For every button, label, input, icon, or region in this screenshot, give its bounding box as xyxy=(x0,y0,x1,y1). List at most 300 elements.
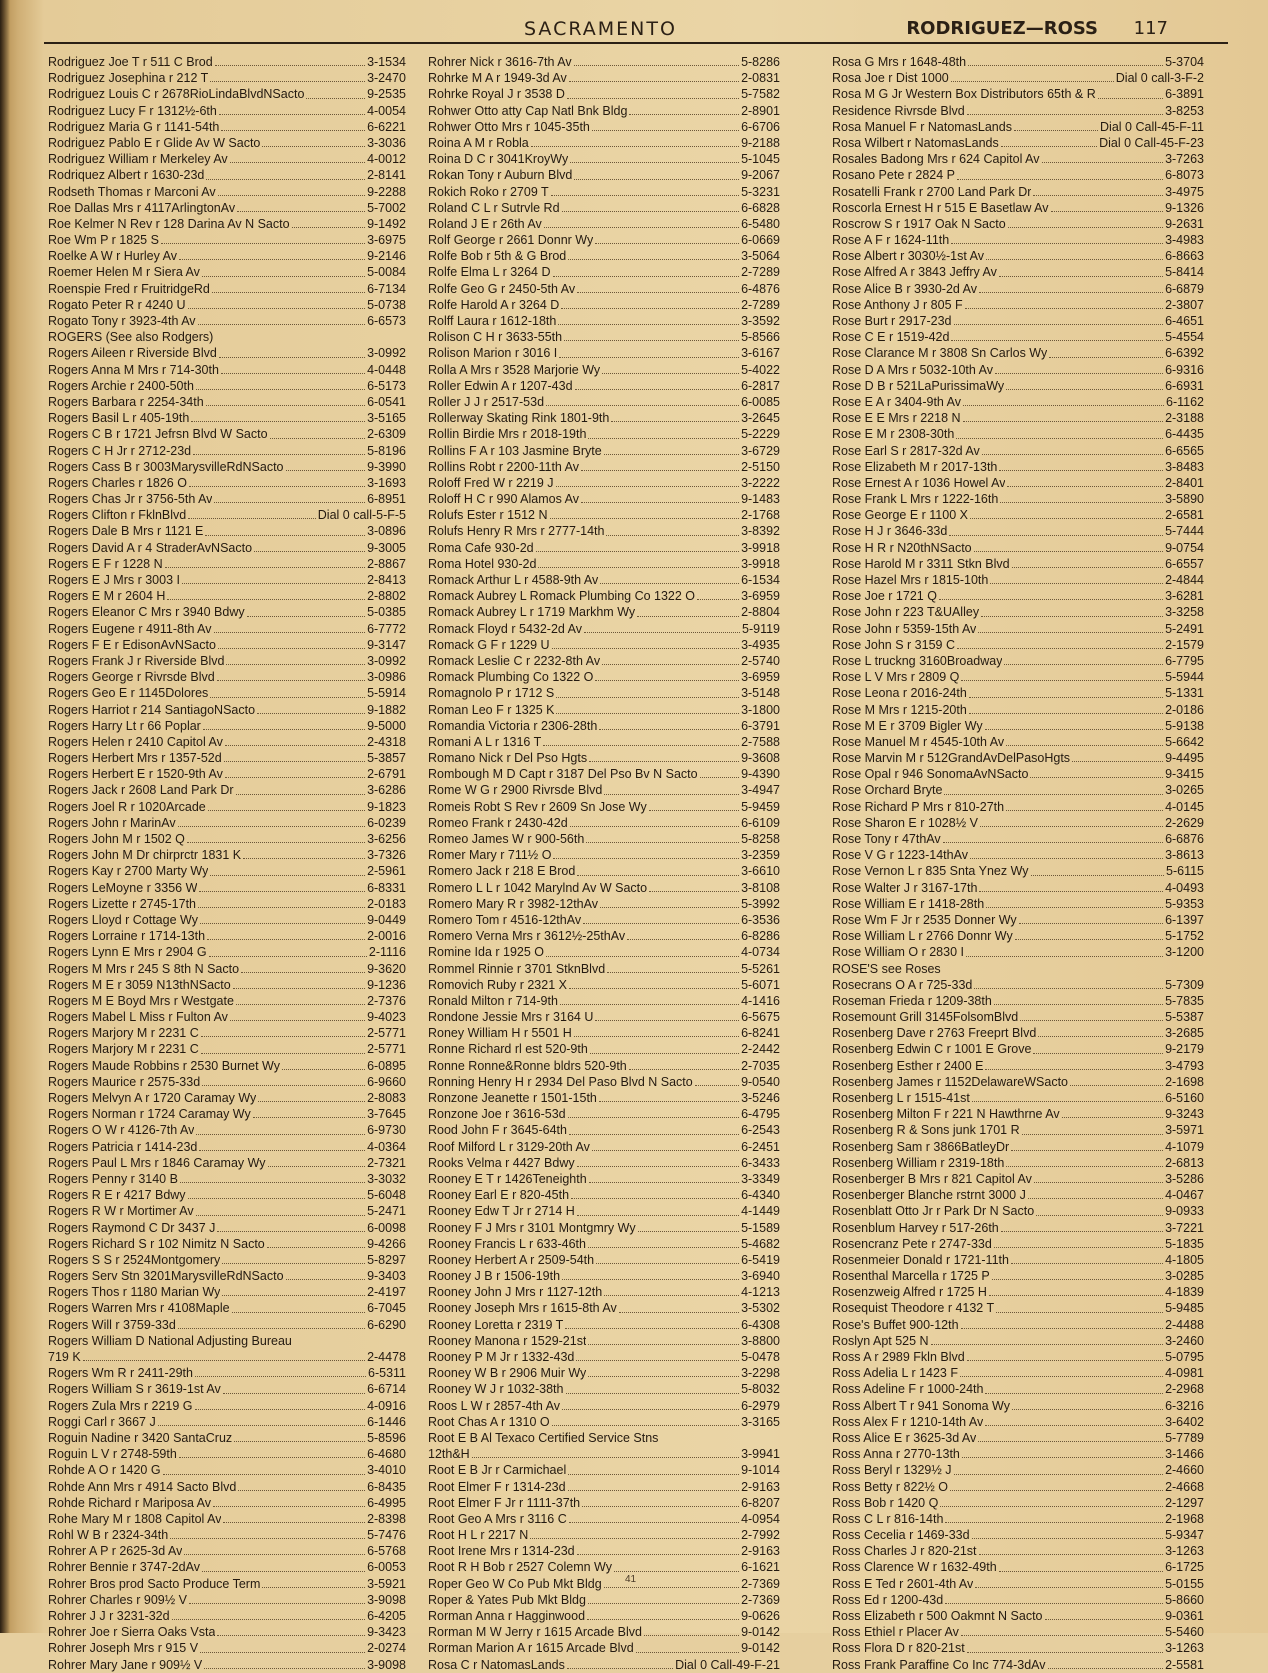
leader-dots xyxy=(1007,475,1163,487)
listing-name: Romero L L r 1042 Marylnd Av W Sacto xyxy=(428,880,648,895)
leader-dots xyxy=(584,621,740,633)
leader-dots xyxy=(559,345,739,357)
listing-entry xyxy=(48,54,406,70)
listing-entry xyxy=(48,410,406,426)
listing-name: Rose M Mrs r 1215-20th xyxy=(832,702,967,717)
listing-name: Rosano Pete r 2824 P xyxy=(832,168,955,183)
listing-entry xyxy=(832,1462,1204,1478)
leader-dots xyxy=(536,540,739,552)
leader-dots xyxy=(568,1106,739,1118)
listing-entry xyxy=(48,1268,406,1284)
leader-dots xyxy=(209,944,367,956)
listing-entry xyxy=(48,1543,406,1559)
listing-name: Rooney Joseph Mrs r 1615-8th Av xyxy=(428,1301,617,1316)
listing-entry xyxy=(832,928,1204,944)
listing-phone: 5-3992 xyxy=(741,896,780,911)
leader-dots xyxy=(985,1058,1163,1070)
listing-phone: 2-0186 xyxy=(1165,702,1204,717)
listing-phone: 6-3433 xyxy=(741,1155,780,1170)
listing-entry xyxy=(428,1317,780,1333)
listing-phone: 5-9119 xyxy=(742,621,780,636)
listing-entry xyxy=(428,604,780,620)
leader-dots xyxy=(570,815,739,827)
leader-dots xyxy=(945,1592,1163,1604)
leader-dots xyxy=(161,232,365,244)
listing-name: Rosenberg R & Sons junk 1701 R xyxy=(832,1123,1020,1138)
leader-dots xyxy=(201,1025,365,1037)
leader-dots xyxy=(179,1446,365,1458)
listing-phone: 6-2979 xyxy=(741,1398,780,1413)
listing-entry xyxy=(428,1576,780,1592)
leader-dots xyxy=(258,1090,365,1102)
listing-entry xyxy=(428,1041,780,1057)
listing-phone: 9-1326 xyxy=(1165,200,1204,215)
listing-name: Rombough M D Capt r 3187 Del Pso Bv N Sacto xyxy=(428,767,698,782)
listing-name: Roina A M r Robla xyxy=(428,135,529,150)
listing-name: Rogers Raymond C Dr 3437 J xyxy=(48,1220,216,1235)
listing-name: Roller Edwin A r 1207-43d xyxy=(428,378,573,393)
listing-entry xyxy=(428,1220,780,1236)
listing-phone: 3-1534 xyxy=(367,55,406,69)
leader-dots xyxy=(1049,345,1163,357)
listing-entry xyxy=(48,685,406,701)
listing-name: Romine Ida r 1925 O xyxy=(428,945,545,960)
leader-dots xyxy=(1004,653,1163,665)
listing-entry xyxy=(48,1657,406,1673)
listing-name: Rosenblatt Otto Jr r Park Dr N Sacto xyxy=(832,1204,1035,1219)
listing-name: Rooney Edw T Jr r 2714 H xyxy=(428,1204,575,1219)
listing-entry xyxy=(428,1479,780,1495)
listing-entry xyxy=(428,232,780,248)
listing-phone: 5-6642 xyxy=(1165,734,1204,749)
listing-phone: 5-0385 xyxy=(367,605,406,620)
listing-name: Rosa M G Jr Western Box Distributors 65th & R xyxy=(832,87,1096,102)
listing-phone: 2-1968 xyxy=(1165,1511,1204,1526)
listing-phone: 4-0954 xyxy=(741,1511,780,1526)
listing-entry xyxy=(832,1171,1204,1187)
listing-name: Rood John F r 3645-64th xyxy=(428,1123,567,1138)
leader-dots xyxy=(237,200,365,212)
listing-name: Ross Bob r 1420 Q xyxy=(832,1495,939,1510)
listing-entry xyxy=(832,1074,1204,1090)
listing-entry xyxy=(832,1365,1204,1381)
listing-phone: 3-7263 xyxy=(1165,152,1204,167)
leader-dots xyxy=(611,410,739,422)
listing-name: Rogers John r MarinAv xyxy=(48,815,176,830)
listing-entry xyxy=(428,1365,780,1381)
listing-entry xyxy=(832,459,1204,475)
listing-entry xyxy=(832,216,1204,232)
leader-dots xyxy=(1028,1187,1163,1199)
listing-name: Rosenberg James r 1152DelawareWSacto xyxy=(832,1074,1068,1089)
leader-dots xyxy=(188,1187,366,1199)
listing-entry xyxy=(832,1268,1204,1284)
listing-name: Rose Sharon E r 1028½ V xyxy=(832,815,978,830)
listing-phone: 2-5771 xyxy=(367,1042,406,1057)
listing-entry xyxy=(428,1252,780,1268)
leader-dots xyxy=(627,928,739,940)
listing-phone: 2-0016 xyxy=(367,929,406,944)
listing-phone: 2-3188 xyxy=(1165,411,1204,426)
listing-phone: 5-5944 xyxy=(1165,670,1204,685)
listing-phone: 3-1693 xyxy=(367,475,406,490)
listing-phone: 2-7321 xyxy=(367,1155,406,1170)
leader-dots xyxy=(262,135,365,147)
listing-phone: 4-0448 xyxy=(367,362,406,377)
leader-dots xyxy=(588,1236,739,1248)
listing-entry xyxy=(48,1187,406,1203)
leader-dots xyxy=(1098,86,1163,98)
listing-name: Rosa Manuel F r NatomasLands xyxy=(832,119,1012,134)
listing-entry xyxy=(428,572,780,588)
leader-dots xyxy=(1011,1252,1163,1264)
listing-entry xyxy=(428,70,780,86)
listing-name: Rose H J r 3646-33d xyxy=(832,524,948,539)
listing-entry xyxy=(428,1511,780,1527)
listing-phone: 3-9918 xyxy=(741,540,780,555)
listing-entry xyxy=(48,184,406,200)
listing-phone: 3-2222 xyxy=(741,475,780,490)
listing-entry xyxy=(48,540,406,556)
leader-dots xyxy=(210,685,365,697)
listing-name: Ronald Milton r 714-9th xyxy=(428,993,558,1008)
leader-dots xyxy=(221,119,365,131)
leader-dots xyxy=(191,410,365,422)
listing-phone: 3-4947 xyxy=(741,783,780,798)
listing-name: Rosenberg Milton F r 221 N Hawthrne Av xyxy=(832,1107,1060,1122)
listing-name: Rohrer Nick r 3616-7th Av xyxy=(428,55,572,69)
leader-dots xyxy=(1006,378,1163,390)
listing-entry xyxy=(832,167,1204,183)
leader-dots xyxy=(978,621,1163,633)
listing-phone: 3-6286 xyxy=(367,783,406,798)
leader-dots xyxy=(985,1381,1163,1393)
listing-name: Rolff Laura r 1612-18th xyxy=(428,314,557,328)
leader-dots xyxy=(577,1543,739,1555)
leader-dots xyxy=(588,1592,739,1604)
leader-dots xyxy=(604,782,739,794)
listing-entry xyxy=(428,1333,780,1349)
listing-name: Rose Anthony J r 805 F xyxy=(832,297,963,312)
listing-name: Roos L W r 2857-4th Av xyxy=(428,1398,561,1413)
listing-phone: 6-1621 xyxy=(741,1560,780,1575)
listing-phone: 9-4266 xyxy=(367,1236,406,1251)
listing-name: Rogers C H Jr r 2712-23d xyxy=(48,443,192,458)
listing-entry xyxy=(832,993,1204,1009)
leader-dots xyxy=(530,1527,739,1539)
listing-entry xyxy=(48,1171,406,1187)
listing-entry xyxy=(48,281,406,297)
listing-name: Romer Mary r 711½ O xyxy=(428,848,552,863)
listing-name: Rose John r 223 T&UAlley xyxy=(832,605,980,620)
listing-name: Rose Walter J r 3167-17th xyxy=(832,880,978,895)
listing-name: Ross Cecelia r 1469-33d xyxy=(832,1528,970,1543)
listing-entry xyxy=(428,977,780,993)
listing-phone: 3-6959 xyxy=(741,670,780,685)
leader-dots xyxy=(230,1009,365,1021)
listing-name: Rogers Mabel L Miss r Fulton Av xyxy=(48,1010,228,1025)
leader-dots xyxy=(544,216,739,228)
listing-phone: 6-5419 xyxy=(741,1252,780,1267)
listing-name: Rogers F E r EdisonAvNSacto xyxy=(48,637,216,652)
leader-dots xyxy=(581,459,739,471)
listing-phone: 5-1045 xyxy=(741,152,780,167)
leader-dots xyxy=(243,847,365,859)
listing-entry xyxy=(48,135,406,151)
listing-entry xyxy=(832,475,1204,491)
leader-dots xyxy=(1033,184,1163,196)
listing-entry xyxy=(428,54,780,70)
listing-name: Ross Ed r 1200-43d xyxy=(832,1592,944,1607)
listing-entry xyxy=(428,766,780,782)
listing-phone: 3-4010 xyxy=(367,1463,406,1478)
listing-entry xyxy=(832,1220,1204,1236)
city-heading: SACRAMENTO xyxy=(524,18,677,40)
listing-entry xyxy=(48,523,406,539)
leader-dots xyxy=(188,507,316,519)
listing-entry xyxy=(428,799,780,815)
listing-phone: 2-4844 xyxy=(1165,573,1204,587)
listing-entry xyxy=(428,491,780,507)
listing-phone: 2-5771 xyxy=(367,1026,406,1041)
listing-phone: 5-0738 xyxy=(367,297,406,312)
leader-dots xyxy=(195,1365,366,1377)
leader-dots xyxy=(217,1220,365,1232)
listing-name: Rose Ernest A r 1036 Howel Av xyxy=(832,475,1006,490)
leader-dots xyxy=(957,167,1163,179)
listing-name: Rogers M E Boyd Mrs r Westgate xyxy=(48,993,234,1008)
listing-phone: 2-7376 xyxy=(367,993,406,1008)
listing-entry xyxy=(48,1300,406,1316)
listing-phone: 6-5160 xyxy=(1165,1091,1204,1105)
listing-entry xyxy=(832,912,1204,928)
leader-dots xyxy=(569,70,739,82)
listing-phone: 3-5921 xyxy=(367,1576,406,1591)
leader-dots xyxy=(568,248,739,260)
leader-dots xyxy=(1045,1608,1164,1620)
leader-dots xyxy=(649,799,739,811)
listing-phone: 5-8297 xyxy=(367,1252,406,1267)
listing-phone: Dial 0 Call-49-F-21 xyxy=(675,1657,780,1672)
listing-name: Romandia Victoria r 2306-28th xyxy=(428,718,598,733)
listing-entry xyxy=(428,248,780,264)
listing-name: Root Elmer F r 1314-23d xyxy=(428,1479,566,1494)
listing-name: Rohwer Otto Mrs r 1045-35th xyxy=(428,119,590,134)
listing-entry xyxy=(428,1284,780,1300)
listing-entry xyxy=(832,410,1204,426)
listing-entry xyxy=(832,248,1204,264)
leader-dots xyxy=(215,54,365,66)
listing-name: Rohde A O r 1420 G xyxy=(48,1463,161,1478)
listing-name: 719 K xyxy=(48,1350,81,1364)
listing-name: Rose V G r 1223-14thAv xyxy=(832,848,968,863)
listing-entry xyxy=(832,1479,1204,1495)
listing-phone: 5-1589 xyxy=(741,1220,780,1235)
listing-name: Rogers Warren Mrs r 4108Maple xyxy=(48,1301,230,1316)
listing-entry xyxy=(832,1317,1204,1333)
listing-name: Ross Elizabeth r 500 Oakmnt N Sacto xyxy=(832,1609,1043,1623)
listing-phone: 2-8901 xyxy=(741,103,780,118)
leader-dots xyxy=(553,847,739,859)
listing-name: Romagnolo P r 1712 S xyxy=(428,686,555,701)
listing-entry xyxy=(428,1527,780,1543)
listing-phone: Dial 0 call-3-F-2 xyxy=(1115,71,1204,86)
listing-phone: 9-2631 xyxy=(1165,216,1204,231)
listing-name: Roe Wm P r 1825 S xyxy=(48,233,159,248)
listing-phone: 5-9353 xyxy=(1165,896,1204,911)
listing-phone: 6-3216 xyxy=(1165,1398,1204,1413)
listing-phone: 9-0142 xyxy=(741,1625,780,1640)
listing-name: Rorman Anna r Hagginwood xyxy=(428,1609,586,1623)
listing-phone: 6-1397 xyxy=(1165,912,1204,927)
listing-name: Rooney P M Jr r 1332-43d xyxy=(428,1350,575,1364)
listing-name: Rogers S S r 2524Montgomery xyxy=(48,1252,221,1267)
leader-dots xyxy=(206,394,365,406)
listing-name: Rose Earl S r 2817-32d Av xyxy=(832,443,980,458)
leader-dots xyxy=(556,475,740,487)
listing-entry xyxy=(48,1122,406,1138)
leader-dots xyxy=(217,1624,365,1636)
listing-entry xyxy=(48,1203,406,1219)
listing-phone: 5-8032 xyxy=(741,1382,780,1397)
listing-name: Rogers Archie r 2400-50th xyxy=(48,378,194,393)
leader-dots xyxy=(569,1122,739,1134)
listing-name: Rogers Richard S r 102 Nimitz N Sacto xyxy=(48,1236,265,1251)
listing-phone: 9-1882 xyxy=(367,702,406,717)
leader-dots xyxy=(985,718,1163,730)
listing-entry xyxy=(832,1025,1204,1041)
listing-phone: 6-0085 xyxy=(741,394,780,409)
listing-name: Roguin L V r 2748-59th xyxy=(48,1447,177,1462)
listing-entry xyxy=(48,977,406,993)
listing-entry xyxy=(832,1608,1204,1624)
listing-entry xyxy=(832,1543,1204,1559)
leader-dots xyxy=(949,523,1163,535)
listing-entry xyxy=(48,896,406,912)
listing-name: Rohe Mary M r 1808 Capitol Av xyxy=(48,1511,222,1526)
listing-name: Rose D B r 521LaPurissimaWy xyxy=(832,378,1005,393)
listing-entry xyxy=(428,264,780,280)
leader-dots xyxy=(241,961,365,973)
leader-dots xyxy=(207,928,365,940)
listing-name: Rosenberg Dave r 2763 Freeprt Blvd xyxy=(832,1026,1037,1041)
leader-dots xyxy=(531,135,739,147)
listing-name: Rogers C B r 1721 Jefrsn Blvd W Sacto xyxy=(48,427,268,442)
listing-phone: 6-6392 xyxy=(1165,346,1204,361)
listing-name: Rohl W B r 2324-34th xyxy=(48,1528,169,1543)
listing-name: Root E B Jr r Carmichael xyxy=(428,1463,567,1478)
listing-phone: 2-5150 xyxy=(741,459,780,474)
listing-phone: 4-0734 xyxy=(741,945,780,960)
listing-name: Rommel Rinnie r 3701 StknBlvd xyxy=(428,961,606,976)
listing-name: Romack Aubrey L Romack Plumbing Co 1322 O xyxy=(428,589,696,604)
listing-entry xyxy=(832,1155,1204,1171)
listing-entry xyxy=(48,669,406,685)
listing-entry xyxy=(428,1462,780,1478)
listing-name: Romovich Ruby r 2321 X xyxy=(428,977,567,992)
leader-dots xyxy=(184,1543,365,1555)
listing-name: Ross Adelia L r 1423 F xyxy=(832,1366,958,1381)
listing-name: Rogers John M Dr chirprctr 1831 K xyxy=(48,848,242,863)
listing-phone: 2-8401 xyxy=(1165,475,1204,490)
listing-phone: 9-3990 xyxy=(367,459,406,474)
leader-dots xyxy=(951,232,1163,244)
leader-dots xyxy=(1001,1220,1163,1232)
listing-phone: 5-7835 xyxy=(1165,993,1204,1008)
listing-phone: 6-6879 xyxy=(1165,281,1204,296)
leader-dots xyxy=(225,766,365,778)
listing-name: Rondone Jessie Mrs r 3164 U xyxy=(428,1010,594,1025)
listing-entry xyxy=(832,1090,1204,1106)
leader-dots xyxy=(268,1155,366,1167)
listing-phone: 2-8413 xyxy=(367,573,406,587)
listing-entry xyxy=(428,1155,780,1171)
listing-phone: 9-3620 xyxy=(367,961,406,976)
listing-phone: 6-5480 xyxy=(741,216,780,231)
listing-name: Rose Alfred A r 3843 Jeffry Av xyxy=(832,265,997,280)
listing-entry xyxy=(428,1446,780,1462)
listing-name: Roma Cafe 930-2d xyxy=(428,540,534,555)
leader-dots xyxy=(569,1511,739,1523)
leader-dots xyxy=(604,1284,739,1296)
listing-name: Rosequist Theodore r 4132 T xyxy=(832,1301,995,1316)
listing-phone: 5-1331 xyxy=(1165,686,1204,701)
listing-phone: 9-3608 xyxy=(741,751,780,766)
listing-phone: 4-1449 xyxy=(741,1204,780,1219)
listing-entry xyxy=(428,1608,780,1624)
leader-dots xyxy=(182,572,365,584)
listing-name: Romack Leslie C r 2232-8th Av xyxy=(428,653,601,668)
listing-entry xyxy=(48,1252,406,1268)
listing-entry xyxy=(832,281,1204,297)
listing-name: Roemer Helen M r Siera Av xyxy=(48,265,200,280)
leader-dots xyxy=(568,1479,740,1491)
listing-phone: 6-2543 xyxy=(741,1123,780,1138)
listing-entry xyxy=(48,507,406,523)
listing-name: Rose Leona r 2016-24th xyxy=(832,686,967,701)
listing-name: Roggi Carl r 3667 J xyxy=(48,1414,156,1429)
listing-phone: 5-8566 xyxy=(741,330,780,345)
listing-entry xyxy=(428,1657,780,1673)
listing-name: Roloff Fred W r 2219 J xyxy=(428,475,554,490)
listing-name: Root Elmer F Jr r 1111-37th xyxy=(428,1495,581,1510)
listing-entry xyxy=(428,313,780,329)
leader-dots xyxy=(1038,1025,1163,1037)
listing-entry xyxy=(48,993,406,1009)
listing-name: Roper & Yates Pub Mkt Bldg xyxy=(428,1592,586,1607)
listing-phone: 3-0285 xyxy=(1165,1269,1204,1284)
listing-phone: 6-8435 xyxy=(367,1479,406,1494)
listing-name: Roenspie Fred r FruitridgeRd xyxy=(48,281,210,296)
listing-name: Roman Leo F r 1325 K xyxy=(428,702,555,717)
listing-entry xyxy=(428,896,780,912)
listing-entry xyxy=(832,1236,1204,1252)
listing-phone: 6-8663 xyxy=(1165,249,1204,264)
listing-entry xyxy=(48,167,406,183)
listing-phone: 2-1297 xyxy=(1165,1495,1204,1510)
listing-entry xyxy=(428,1106,780,1122)
listing-name: Rosa Wilbert r NatomasLands xyxy=(832,135,999,150)
listing-entry xyxy=(48,1155,406,1171)
listing-entry xyxy=(832,1624,1204,1640)
listing-phone: 5-7309 xyxy=(1165,977,1204,992)
listing-name: Rohrer Joe r Sierra Oaks Vsta xyxy=(48,1625,216,1640)
listing-name: Rogers Eugene r 4911-8th Av xyxy=(48,621,212,636)
leader-dots xyxy=(219,345,365,357)
listing-name: Rose H R r N20thNSacto xyxy=(832,540,972,555)
listing-name: Rooks Velma r 4427 Bdwy xyxy=(428,1155,575,1170)
listing-name: Rosemount Grill 3145FolsomBlvd xyxy=(832,1010,1019,1025)
